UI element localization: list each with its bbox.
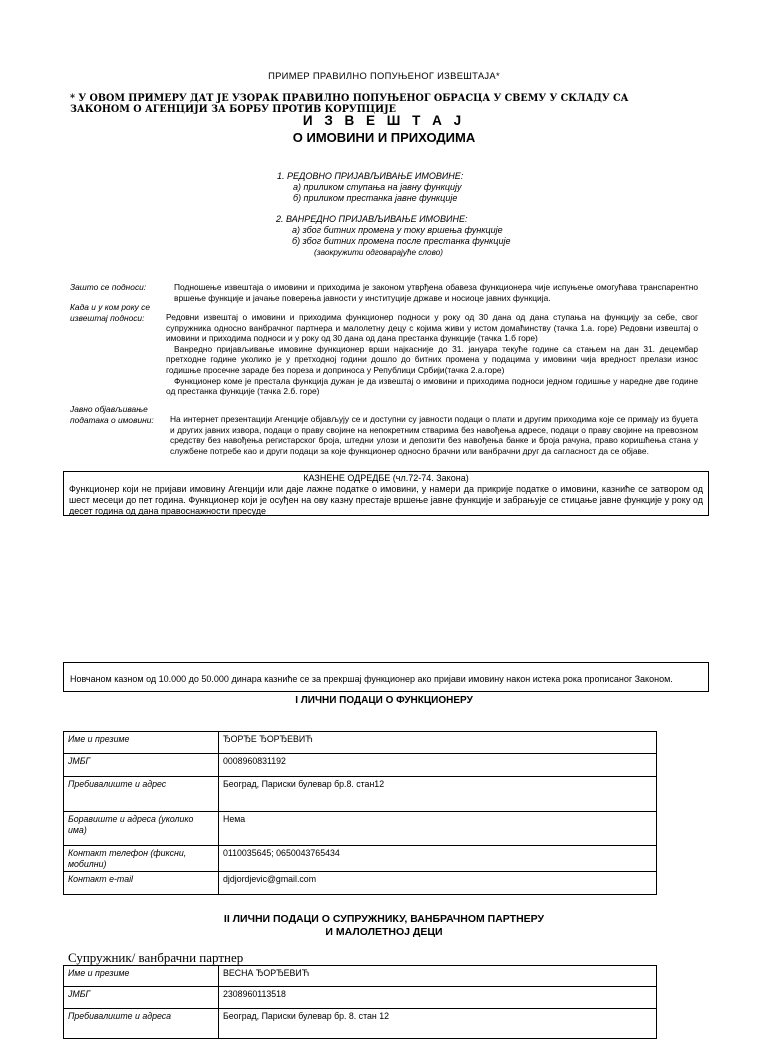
field-label: ЈМБГ	[64, 754, 219, 777]
section2-title-line2: И МАЛОЛЕТНОЈ ДЕЦИ	[325, 926, 443, 938]
extraordinary-report-block	[276, 214, 510, 258]
spouse-residence-field[interactable]: Београд, Париски булевар бр. 8. стан 12	[219, 1009, 657, 1039]
penalty-title: КАЗНЕНЕ ОДРЕДБЕ (чл.72-74. Закона)	[303, 473, 469, 483]
why-label: Зашто се подноси:	[70, 282, 147, 292]
public-label: Јавно објављивање података о имовини:	[70, 404, 154, 425]
field-label: ЈМБГ	[64, 987, 219, 1009]
extraordinary-option-a[interactable]: а) због битних промена у току вршења функције	[292, 225, 503, 235]
fine-box	[63, 662, 709, 692]
field-label: Контакт телефон (фиксни, мобилни)	[64, 846, 219, 872]
extraordinary-option-b[interactable]: б) због битних промена после престанка функције	[292, 236, 511, 246]
name-field[interactable]: ЂОРЂЕ ЂОРЂЕВИЋ	[219, 732, 657, 754]
regular-report-heading: 1. РЕДОВНО ПРИЈАВЉИВАЊЕ ИМОВИНЕ:	[277, 171, 464, 181]
spouse-name-field[interactable]: ВЕСНА ЂОРЂЕВИЋ	[219, 966, 657, 987]
extraordinary-report-heading: 2. ВАНРЕДНО ПРИЈАВЉИВАЊЕ ИМОВИНЕ:	[276, 214, 468, 224]
document-subtitle: О ИМОВИНИ И ПРИХОДИМА	[292, 130, 476, 145]
document-title: И З В Е Ш Т А Ј	[302, 113, 466, 128]
table-row	[64, 812, 657, 846]
spouse-label: Супружник/ ванбрачни партнер	[68, 950, 244, 965]
regular-option-a[interactable]: а) приликом ступања на јавну функцију	[293, 182, 462, 192]
why-text: Подношење извештаја о имовини и приходима је законом утврђена обавеза функционера чије испуњење омогућава транспарентно вршење функције и јачање поверења јавности у институције државе и носиоце јавних функција.	[174, 282, 698, 303]
email-field[interactable]: djdjordjevic@gmail.com	[219, 872, 657, 895]
penalty-text: Функционер који не пријави имовину Агенцији или даје лажне податке о имовини, у намери да прикрије податке о имовини, казниће се затвором од шест месеци до пет година. Функционер који је осуђен на ову казну престаје вршење јавне функције и забрањује се стицање јавне функције у року од десет година од дана правоснажности пресуде	[69, 484, 703, 516]
phone-field[interactable]: 0110035645; 0650043765434	[219, 846, 657, 872]
when-paragraph-1: Редовни извештај о имовини и приходима функционер подноси у року од 30 дана од дана ступања на функцију за себе, свог супружника односно ванбрачног партнера и малолетну децу с којима живи у истом домаћинству (тачка 1.а. горе) Редовни извештај о имовини и приходима подноси и у року од 30 дана од дана престанка функције (тачка 1.б горе)	[166, 312, 698, 344]
table-row	[64, 732, 657, 754]
when-text	[166, 312, 698, 397]
residence-field[interactable]: Београд, Париски булевар бр.8. стан12	[219, 777, 657, 812]
sample-note: * У ОВОМ ПРИМЕРУ ДАТ ЈЕ УЗОРАК ПРАВИЛНО ПОПУЊЕНОГ ОБРАСЦА У СВЕМУ У СКЛАДУ СА ЗАКОНОМ О АГЕНЦИЈИ ЗА БОРБУ ПРОТИВ КОРУПЦИЈЕ	[70, 93, 629, 115]
field-label: Пребивалиште и адреса	[64, 1009, 219, 1039]
field-label: Боравиште и адреса (уколико има)	[64, 812, 219, 846]
spouse-data-table	[63, 965, 657, 1039]
public-text: На интернет презентацији Агенције објављују се и доступни су јавности подаци о плати и другим приходима које се примају из буџета и других јавних извора, подаци о праву својине на непокретним стварима без навођења адресе, подаци о праву својине на превозном средству без навођења регистарског броја, штедни улози и депозити без навођења банке и броја рачуна, право коришћења стана у службене потребе као и други подаци за које функционер односно брачни или ванбрачни друг да сагласност да се објаве.	[170, 414, 698, 456]
field-label: Контакт e-mail	[64, 872, 219, 895]
table-row	[64, 754, 657, 777]
table-row	[64, 846, 657, 872]
section1-title: I ЛИЧНИ ПОДАЦИ О ФУНКЦИОНЕРУ	[295, 695, 473, 706]
regular-report-block	[277, 171, 463, 204]
table-row	[64, 872, 657, 895]
fine-text: Новчаном казном од 10.000 до 50.000 динара казниће се за прекршај функционер ако пријави имовину након истека рока прописаног Законом.	[70, 674, 673, 684]
table-row	[64, 966, 657, 987]
stay-address-field[interactable]: Нема	[219, 812, 657, 846]
field-label: Име и презиме	[64, 732, 219, 754]
table-row	[64, 777, 657, 812]
section2-title-line1: II ЛИЧНИ ПОДАЦИ О СУПРУЖНИКУ, ВАНБРАЧНОМ ПАРТНЕРУ	[223, 913, 545, 925]
penalty-box	[63, 471, 709, 516]
table-row	[64, 987, 657, 1009]
sample-title: ПРИМЕР ПРАВИЛНО ПОПУЊЕНОГ ИЗВЕШТАЈА*	[268, 70, 500, 81]
spouse-jmbg-field[interactable]: 2308960113518	[219, 987, 657, 1009]
regular-option-b[interactable]: б) приликом престанка јавне функције	[293, 193, 458, 203]
when-paragraph-3: Функционер коме је престала функција дужан је да извештај о имовини и приходима подноси једном годишње у наредне две године од престанка функције (тачка 2.б. горе)	[166, 375, 698, 397]
circle-letter-note: (заокружити одговарајуће слово)	[314, 248, 443, 257]
section2-title	[0, 913, 768, 939]
jmbg-field[interactable]: 0008960831192	[219, 754, 657, 777]
official-data-table	[63, 731, 657, 895]
field-label: Пребивалиште и адрес	[64, 777, 219, 812]
when-label: Када и у ком року се извештај подноси:	[70, 302, 151, 323]
field-label: Име и презиме	[64, 966, 219, 987]
when-paragraph-2: Ванредно пријављивање имовине функционер врши најкасније до 31. јануара текуће године са стањем на дан 31. децембар претходне године уколико је у претходној години дошло до битних промена у подацима у имовини чија вредност прелази износ годишње просечне зараде без пореза и доприноса у Републици Србији(тачка 2.а.горе)	[166, 343, 698, 375]
